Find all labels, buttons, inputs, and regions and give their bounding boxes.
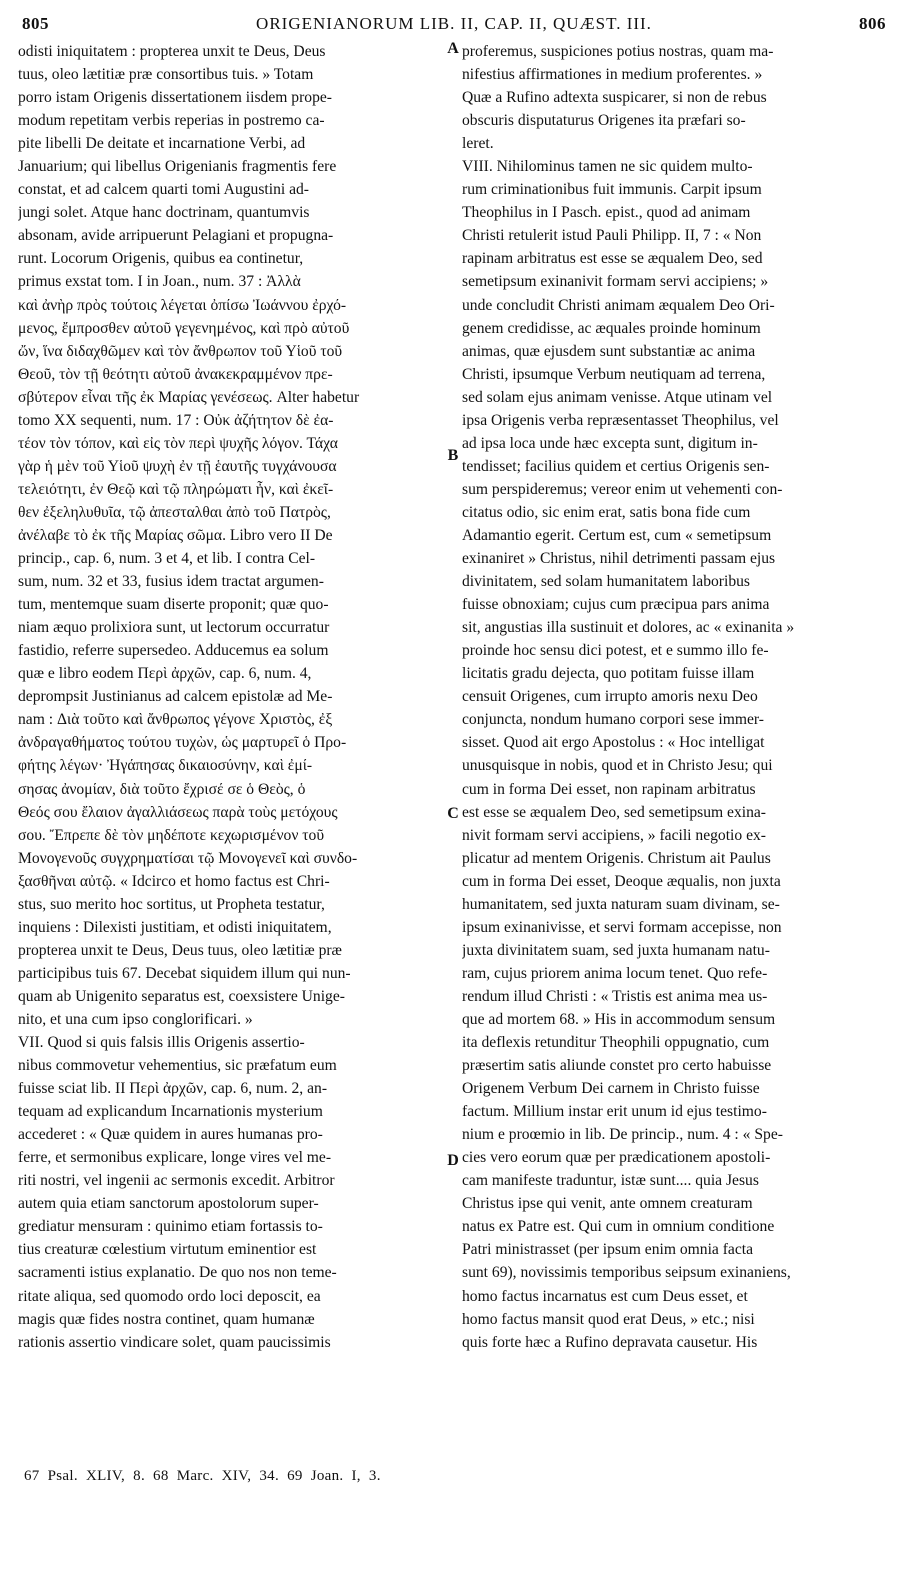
text-line: Januarium; qui libellus Origenianis fragmentis fere xyxy=(18,158,337,176)
text-line: sed solam ejus animam venisse. Atque utinam vel xyxy=(462,388,773,406)
text-line: Θεός σου ἔλαιον ἀγαλλιάσεως παρὰ τοὺς μετόχους xyxy=(18,803,338,821)
text-line: σου. Ἔπρεπε δὲ τὸν μηδέποτε κεχωρισμένον τοῦ xyxy=(18,826,325,844)
text-line: Origenem Verbum Dei carnem in Christo fuisse xyxy=(462,1080,760,1098)
left-column xyxy=(18,40,444,1354)
text-line: fuisse sciat lib. II Περὶ ἀρχῶν, cap. 6, num. 2, an- xyxy=(18,1080,328,1098)
text-line: porro istam Origenis dissertationem iisdem prope- xyxy=(18,89,332,107)
text-line: est esse se æqualem Deo, sed semetipsum exina- xyxy=(462,803,767,821)
text-line: homo factus mansit quod erat Deus, » etc.; nisi xyxy=(462,1310,755,1328)
text-line: Theophilus in I Pasch. epist., quod ad animam xyxy=(462,204,751,222)
text-line: sum perspideremus; vereor enim ut vehementi con- xyxy=(462,480,783,498)
text-line: Θεοῦ, τὸν τῇ θεότητι αὐτοῦ ἀνακεκραμμένον πρε- xyxy=(18,365,333,383)
text-line: cum in forma Dei esset, non rapinam arbitratus xyxy=(462,780,756,798)
text-line: semetipsum exinanivit formam servi accipiens; » xyxy=(462,273,769,291)
text-line: leret. xyxy=(462,135,494,153)
margin-letter-b: B xyxy=(447,447,459,464)
text-line: nibus commovetur vehementius, sic præfatum eum xyxy=(18,1057,337,1075)
text-line: proferemus, suspiciones potius nostras, quam ma- xyxy=(462,43,774,60)
text-line: licitatis gradu dejecta, quo potitam fuisse illam xyxy=(462,665,755,683)
text-line: niam æquo prolixiora sunt, ut lectorum occurratur xyxy=(18,619,330,637)
right-column xyxy=(462,40,888,1354)
text-line: nium e proœmio in lib. De princip., num. 4 : « Spe- xyxy=(462,1126,783,1144)
text-line: VIII. Nihilominus tamen ne sic quidem multo- xyxy=(462,158,753,176)
text-line: fastidio, referre supersedeo. Adducemus ea solum xyxy=(18,642,329,660)
text-line: plicatur ad mentem Origenis. Christum ait Paulus xyxy=(462,849,771,867)
text-line: sit, angustias illa sustinuit et dolores, ac « exinanita » xyxy=(462,619,795,637)
text-line: absonam, avide arripuerunt Pelagiani et propugna- xyxy=(18,227,334,245)
text-line: primus exstat tom. I in Joan., num. 37 : Ἀλλὰ xyxy=(18,273,301,291)
text-line: cam manifeste traduntur, istæ sunt.... quia Jesus xyxy=(462,1172,759,1190)
text-line: obscuris disputaturus Origenes ita præfari so- xyxy=(462,112,746,130)
text-line: ferre, et sermonibus explicare, longe vires vel me- xyxy=(18,1149,332,1167)
text-line: deprompsit Justinianus ad calcem epistolæ ad Me- xyxy=(18,688,333,706)
text-line: natus ex Patre est. Qui cum in omnium conditione xyxy=(462,1218,775,1236)
text-line: rapinam arbitratus est esse se æqualem Deo, sed xyxy=(462,250,763,268)
text-line: inquiens : Dilexisti justitiam, et odisti iniquitatem, xyxy=(18,918,332,936)
text-line: unde concludit Christi animam æqualem Deo Ori- xyxy=(462,296,775,314)
text-line: ἀνδραγαθήματος τούτου τυχὼν, ὡς μαρτυρεῖ ὁ Προ- xyxy=(18,734,347,752)
text-line: ξασθῆναι αὐτῷ. « Idcirco et homo factus est Chri- xyxy=(18,872,330,890)
text-line: homo factus incarnatus est cum Deus esset, et xyxy=(462,1287,748,1305)
text-line: ipsum exinanivisse, et servi formam accepisse, non xyxy=(462,918,782,936)
text-line: θεν ἐξεληλυθυῖα, τῷ ἀπεσταλθαι ἀπὸ τοῦ Πατρὸς, xyxy=(18,503,331,521)
text-line: unusquisque in nobis, quod et in Christo Jesu; qui xyxy=(462,757,773,775)
text-line: fuisse obnoxiam; cujus cum præcipua pars anima xyxy=(462,596,770,614)
text-line: καὶ ἀνὴρ πρὸς τούτοις λέγεται ὀπίσω Ἰωάννου ἐρχό- xyxy=(18,296,347,314)
text-line: juxta divinitatem suam, sed juxta humanam natu- xyxy=(462,941,770,959)
text-line: præsertim satis aliunde constet pro certo habuisse xyxy=(462,1057,772,1075)
text-line: riti nostri, vel ingenii ac sermonis excedit. Arbitror xyxy=(18,1172,335,1190)
text-line: sacramenti istius explanatio. De quo nos non teme- xyxy=(18,1264,337,1282)
text-line: quæ e libro eodem Περὶ ἀρχῶν, cap. 6, num. 4, xyxy=(18,665,312,683)
text-line: Christi, ipsumque Verbum neutiquam ad terrena, xyxy=(462,365,766,383)
text-line: φήτης λέγων· Ἠγάπησας δικαιοσύνην, καὶ ἐμί- xyxy=(18,757,313,775)
text-line: grediatur mensuram : quinimo etiam fortassis to- xyxy=(18,1218,323,1236)
text-line: μενος, ἔμπροσθεν αὐτοῦ γεγενημένος, καὶ πρὸ αὐτοῦ xyxy=(18,319,350,337)
text-line: nito, et una cum ipso conglorificari. » xyxy=(18,1010,253,1028)
footnotes: 67 Psal. XLIV, 8. 68 Marc. XIV, 34. 69 Joan. I, 3. xyxy=(24,1468,381,1484)
text-line: ἀνέλαβε τὸ ἐκ τῆς Μαρίας σῶμα. Libro vero II De xyxy=(18,526,333,544)
text-line: sum, num. 32 et 33, fusius idem tractat argumen- xyxy=(18,573,324,591)
text-line: animas, quæ ejusdem sunt substantiæ ac anima xyxy=(462,342,756,360)
text-line: σβύτερον εἶναι τῆς ἐκ Μαρίας γενέσεως. Alter habetur xyxy=(18,388,360,406)
text-line: princip., cap. 6, num. 3 et 4, et lib. I contra Cel- xyxy=(18,550,316,568)
text-line: ad ipsa loca unde hæc excepta sunt, digitum in- xyxy=(462,434,758,452)
text-line: sisset. Quod ait ergo Apostolus : « Hoc intelligat xyxy=(462,734,765,752)
text-line: humanitatem, sed juxta naturam suam divinam, se- xyxy=(462,895,780,913)
text-line: tius creaturæ cœlestium virtutum eminentior est xyxy=(18,1241,317,1259)
text-line: ὤν, ἵνα διδαχθῶμεν καὶ τὸν ἄνθρωπον τοῦ Υἱοῦ τοῦ xyxy=(18,342,343,360)
text-line: ipsa Origenis verba repræsentasset Theophilus, vel xyxy=(462,411,779,429)
running-header xyxy=(22,14,886,40)
text-line: Patri ministrasset (per ipsum enim omnia facta xyxy=(462,1241,754,1259)
margin-letter-a: A xyxy=(447,40,459,57)
text-line: modum repetitam verbis reperias in postremo ca- xyxy=(18,112,325,130)
text-line: γὰρ ἡ μὲν τοῦ Υἱοῦ ψυχὴ ἐν τῇ ἑαυτῆς τυγχάνουσα xyxy=(18,457,337,475)
text-line: que ad mortem 68. » His in accommodum sensum xyxy=(462,1010,776,1028)
text-line: divinitatem, sed solam humanitatem laboribus xyxy=(462,573,750,591)
text-line: autem quia etiam sanctorum apostolorum super- xyxy=(18,1195,319,1213)
text-line: Quæ a Rufino adtexta suspicarer, si non de rebus xyxy=(462,89,767,107)
text-line: runt. Locorum Origenis, quibus ea continetur, xyxy=(18,250,304,268)
running-title: ORIGENIANORUM LIB. II, CAP. II, QUÆST. III. xyxy=(256,14,652,33)
text-line: magis quæ fides nostra continet, quam humanæ xyxy=(18,1310,315,1328)
left-page-number: 805 xyxy=(22,14,49,33)
right-page-number: 806 xyxy=(858,14,886,33)
text-line: rum criminationibus fuit immunis. Carpit ipsum xyxy=(462,181,762,199)
text-line: proinde hoc sensu dici potest, et e summo illo fe- xyxy=(462,642,769,660)
text-line: sunt 69), novissimis temporibus seipsum exinaniens, xyxy=(462,1264,791,1282)
text-line: ram, cujus priorem anima locum tenet. Quo refe- xyxy=(462,964,768,982)
text-line: cum in forma Dei esset, Deoque æqualis, non juxta xyxy=(462,872,781,890)
text-line: censuit Origenes, cum irrupto amoris nexu Deo xyxy=(462,688,758,706)
text-line: genem credidisse, ac æquales proinde hominum xyxy=(462,319,761,337)
text-line: rationis assertio vindicare solet, quam paucissimis xyxy=(18,1333,331,1351)
margin-letter-c: C xyxy=(447,805,459,822)
text-line: τελειότητι, ἐν Θεῷ καὶ τῷ πληρώματι ἦν, καὶ ἐκεῖ- xyxy=(18,480,334,498)
text-line: participibus tuis 67. Decebat siquidem illum qui nun- xyxy=(18,964,351,982)
text-line: Μονογενοῦς συγχρηματίσαι τῷ Μονογενεῖ καὶ συνδο- xyxy=(18,849,358,867)
text-line: exinaniret » Christus, nihil detrimenti passam ejus xyxy=(462,550,776,568)
text-line: ritate aliqua, sed quomodo ordo loci deposcit, ea xyxy=(18,1287,321,1305)
text-line: tendisset; facilius quidem et certius Origenis sen- xyxy=(462,457,770,475)
text-line: quam ab Unigenito separatus est, coexsistere Unige- xyxy=(18,987,345,1005)
text-line: stus, suo merito hoc sortitus, ut Propheta testatur, xyxy=(18,895,325,913)
text-line: rendum illud Christi : « Tristis est anima mea us- xyxy=(462,987,768,1005)
text-line: propterea unxit te Deus, Deus tuus, oleo lætitiæ præ xyxy=(18,941,342,959)
text-line: nam : Διὰ τοῦτο καὶ ἄνθρωπος γέγονε Χριστὸς, ἐξ xyxy=(18,711,333,729)
text-line: VII. Quod si quis falsis illis Origenis assertio- xyxy=(18,1034,305,1052)
text-line: Christus ipse qui venit, ante omnem creaturam xyxy=(462,1195,753,1213)
text-line: τέον τὸν τόπον, καὶ εἰς τὸν περὶ ψυχῆς λόγον. Τάχα xyxy=(18,434,338,452)
text-line: tuus, oleo lætitiæ præ consortibus tuis. » Totam xyxy=(18,66,314,84)
text-line: tequam ad explicandum Incarnationis mysterium xyxy=(18,1103,323,1121)
text-line: σησας ἀνομίαν, διὰ τοῦτο ἔχρισέ σε ὁ Θεὸς, ὁ xyxy=(18,780,306,798)
text-line: tum, mentemque suam diserte proponit; quæ quo- xyxy=(18,596,329,614)
text-line: nifestius affirmationes in medium proferentes. » xyxy=(462,66,763,84)
text-line: tomo XX sequenti, num. 17 : Οὐκ ἀζήτητον δὲ ἐα- xyxy=(18,411,334,429)
text-line: accederet : « Quæ quidem in aures humanas pro- xyxy=(18,1126,323,1144)
text-line: ita deflexis retunditur Theophili oppugnatio, cum xyxy=(462,1034,770,1052)
text-line: factum. Millium instar erit unum id ejus testimo- xyxy=(462,1103,767,1121)
text-line: constat, et ad calcem quarti tomi Augustini ad- xyxy=(18,181,310,199)
text-line: citatus odio, sic enim erat, satis bona fide cum xyxy=(462,503,751,521)
margin-letter-d: D xyxy=(447,1152,459,1169)
text-line: cies vero eorum quæ per prædicationem apostoli- xyxy=(462,1149,771,1167)
text-line: odisti iniquitatem : propterea unxit te Deus, Deus xyxy=(18,43,326,60)
text-line: pite libelli De deitate et incarnatione Verbi, ad xyxy=(18,135,306,153)
text-line: jungi solet. Atque hanc doctrinam, quantumvis xyxy=(18,204,310,222)
text-line: Christi retulerit istud Pauli Philipp. II, 7 : « Non xyxy=(462,227,762,245)
text-line: Adamantio egerit. Certum est, cum « semetipsum xyxy=(462,526,772,544)
text-line: conjuncta, nondum humano corpori sese immer- xyxy=(462,711,764,729)
text-line: quis forte hæc a Rufino depravata causetur. His xyxy=(462,1333,758,1351)
text-line: nivit formam servi accipiens, » facili negotio ex- xyxy=(462,826,766,844)
